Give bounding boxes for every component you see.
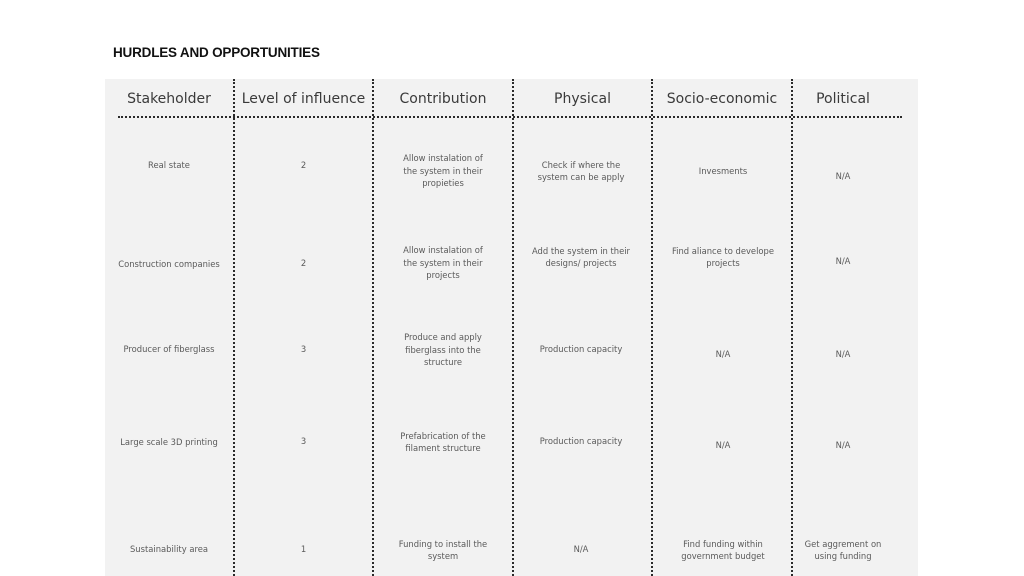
header-contribution: Contribution — [399, 91, 487, 107]
cell-socio-economic: Find aliance to develope projects — [671, 245, 775, 268]
column-divider — [651, 79, 653, 576]
cell-contribution: Produce and apply fiberglass into the structure — [404, 332, 482, 368]
cell-influence: 2 — [300, 159, 307, 170]
cell-political: Get aggrement on using funding — [804, 538, 882, 561]
cell-stakeholder: Producer of fiberglass — [123, 343, 215, 354]
header-stakeholder: Stakeholder — [127, 91, 211, 107]
cell-socio-economic: Invesments — [698, 165, 748, 176]
cell-contribution: Allow instalation of the system in their projects — [403, 245, 483, 281]
cell-political: N/A — [835, 255, 851, 266]
cell-socio-economic: Find funding within government budget — [681, 538, 765, 561]
cell-socio-economic: N/A — [715, 348, 731, 359]
cell-political: N/A — [835, 170, 851, 181]
cell-influence: 3 — [300, 343, 307, 354]
cell-physical: Check if where the system can be apply — [537, 159, 625, 182]
cell-contribution: Prefabrication of the filament structure — [400, 430, 486, 453]
cell-influence: 1 — [300, 543, 307, 554]
cell-political: N/A — [835, 348, 851, 359]
stakeholder-table — [105, 79, 918, 576]
cell-stakeholder: Sustainability area — [129, 543, 209, 554]
cell-contribution: Funding to install the system — [398, 538, 488, 561]
cell-socio-economic: N/A — [715, 439, 731, 450]
cell-political: N/A — [835, 439, 851, 450]
header-socio-economic: Socio-economic — [666, 91, 778, 107]
header-divider — [118, 116, 902, 118]
page-title: HURDLES AND OPPORTUNITIES — [113, 45, 320, 60]
header-level-of-influence: Level of influence — [241, 91, 366, 107]
cell-stakeholder: Construction companies — [118, 258, 220, 269]
cell-influence: 2 — [300, 257, 307, 268]
cell-physical: N/A — [573, 543, 589, 554]
cell-stakeholder: Real state — [148, 159, 190, 170]
cell-physical: Production capacity — [539, 343, 623, 354]
cell-stakeholder: Large scale 3D printing — [120, 436, 218, 447]
cell-physical: Add the system in their designs/ projects — [531, 245, 631, 268]
header-political: Political — [816, 91, 870, 107]
cell-physical: Production capacity — [539, 435, 623, 446]
cell-influence: 3 — [300, 435, 307, 446]
cell-contribution: Allow instalation of the system in their propieties — [403, 153, 483, 189]
column-divider — [372, 79, 374, 576]
column-divider — [512, 79, 514, 576]
column-divider — [791, 79, 793, 576]
header-physical: Physical — [554, 91, 611, 107]
